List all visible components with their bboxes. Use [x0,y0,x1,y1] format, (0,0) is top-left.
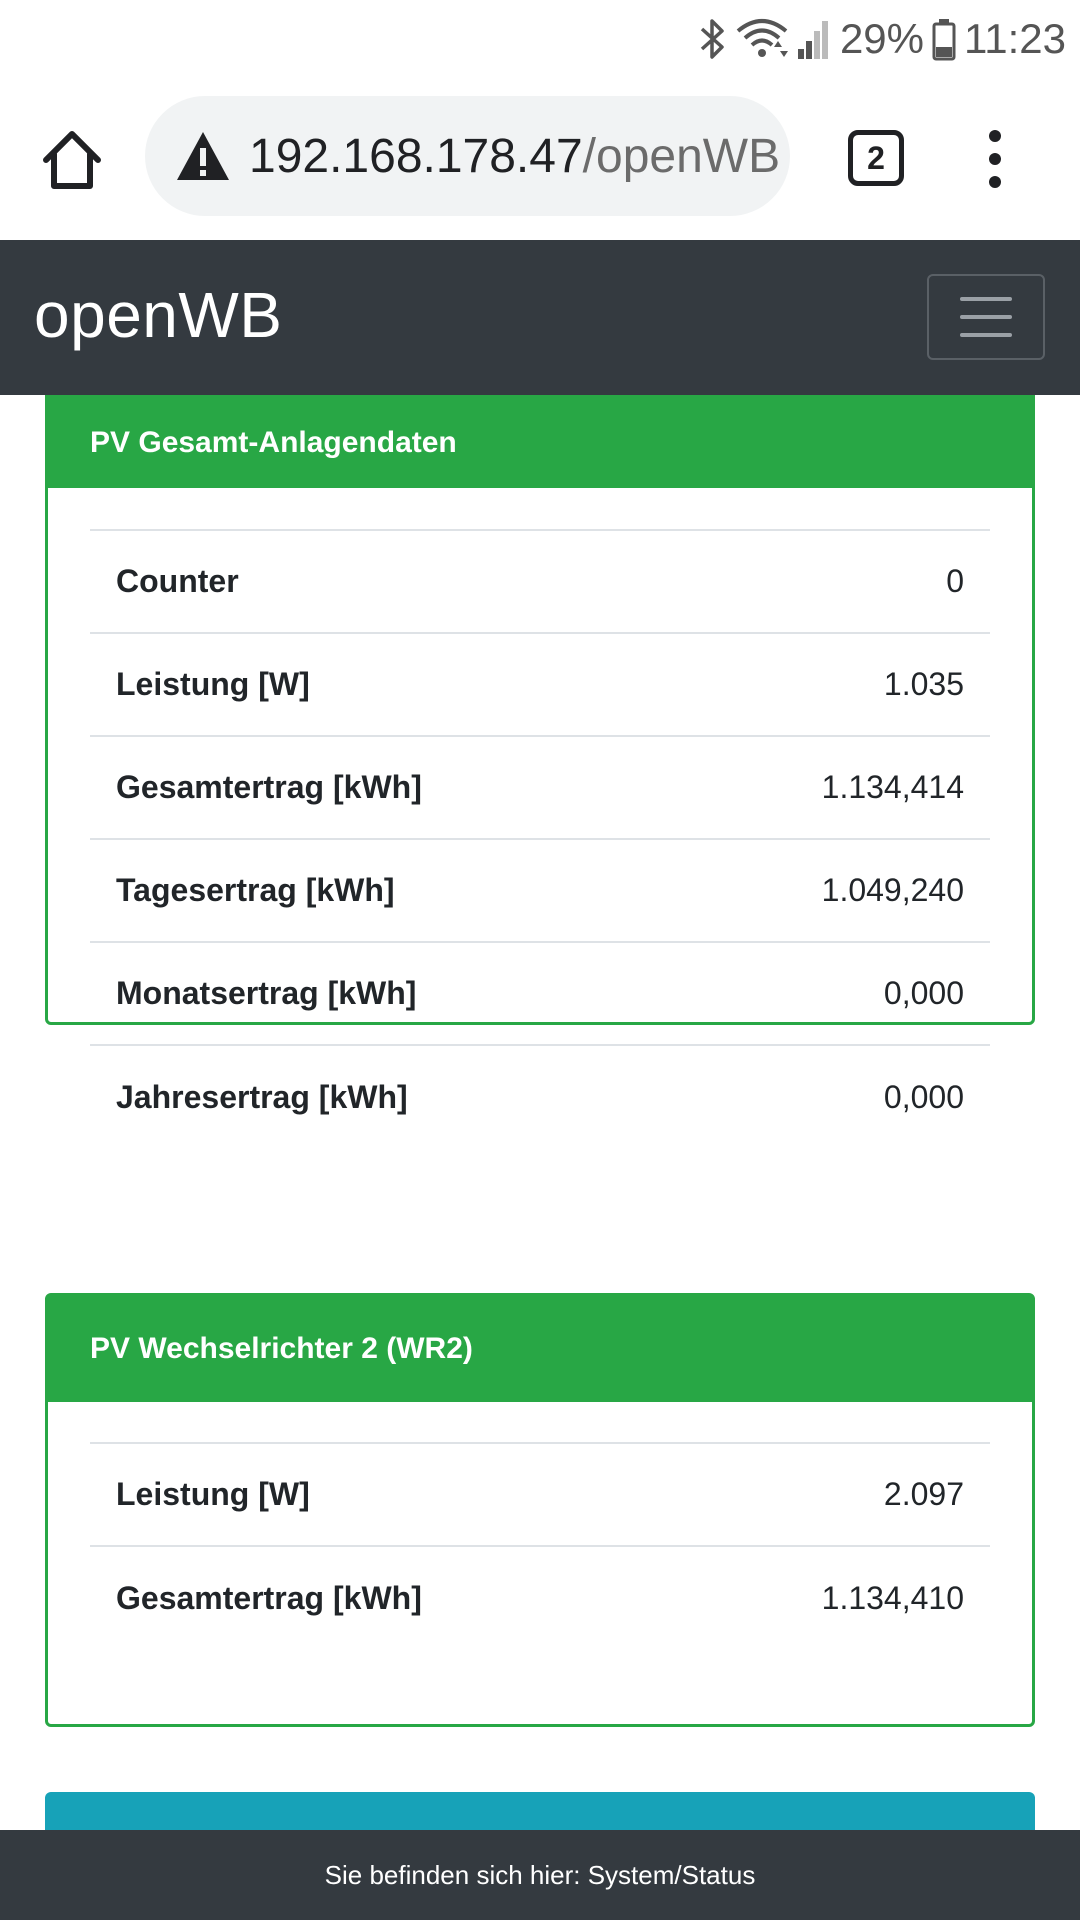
card-pv-gesamt [45,375,1035,1115]
row-label: Monatsertrag [kWh] [116,975,417,1011]
row-label: Tagesertrag [kWh] [116,872,395,908]
more-vert-icon [980,128,1010,190]
table-row [90,736,990,839]
row-label: Leistung [W] [116,666,310,702]
battery-percent: 29% [839,15,924,62]
navbar [0,240,1080,395]
row-label: Leistung [W] [116,1476,310,1512]
clock: 11:23 [964,15,1066,62]
table-row [90,1045,990,1148]
tab-count: 2 [867,139,885,176]
footer-breadcrumb [0,1830,1080,1920]
home-icon [38,126,106,194]
more-menu-button[interactable] [980,128,1010,190]
row-label: Gesamtertrag [kWh] [116,769,422,805]
battery-icon [932,17,956,61]
hamburger-icon-line [960,297,1012,301]
main-content[interactable] [0,395,1080,1830]
status-icons [698,10,1066,68]
bluetooth-icon [698,17,728,61]
url-path: /openWB [582,129,781,183]
brand-logo[interactable]: openWB [34,279,283,351]
data-table [90,529,990,1148]
row-value: 1.134,410 [821,1579,964,1616]
data-table [90,1442,990,1649]
row-value: 0,000 [883,1078,964,1115]
row-value: 1.035 [883,666,964,702]
hamburger-icon-line [960,315,1012,319]
row-label: Counter [116,563,239,599]
hamburger-icon-line [960,333,1012,337]
row-value: 0 [946,563,964,599]
warning-icon [175,130,231,182]
address-bar[interactable] [145,96,790,216]
row-label: Gesamtertrag [kWh] [116,1579,422,1616]
row-value: 0,000 [883,975,964,1011]
table-row [90,1443,990,1546]
footer-text: Sie befinden sich hier: System/Status [324,1859,756,1890]
home-button[interactable] [38,126,106,194]
card-header [48,1296,1032,1402]
status-bar [0,0,1080,78]
card-title: PV Gesamt-Anlagendaten [90,426,457,459]
table-row [90,839,990,942]
wifi-icon [736,17,788,61]
row-value: 1.049,240 [821,872,964,908]
row-label: Jahresertrag [kWh] [116,1078,408,1115]
row-value: 2.097 [883,1476,964,1512]
tabs-button[interactable] [848,130,904,186]
table-row [90,942,990,1045]
row-value: 1.134,414 [821,769,964,805]
table-row [90,530,990,633]
card-title: PV Wechselrichter 2 (WR2) [90,1332,473,1365]
signal-icon [796,17,832,61]
table-row [90,1546,990,1649]
navbar-toggler-button[interactable] [927,274,1045,360]
url-host: 192.168.178.47 [249,129,583,183]
table-row [90,633,990,736]
browser-toolbar [0,78,1080,240]
card-pv-wr2 [45,1293,1035,1727]
url-text[interactable] [249,129,781,184]
